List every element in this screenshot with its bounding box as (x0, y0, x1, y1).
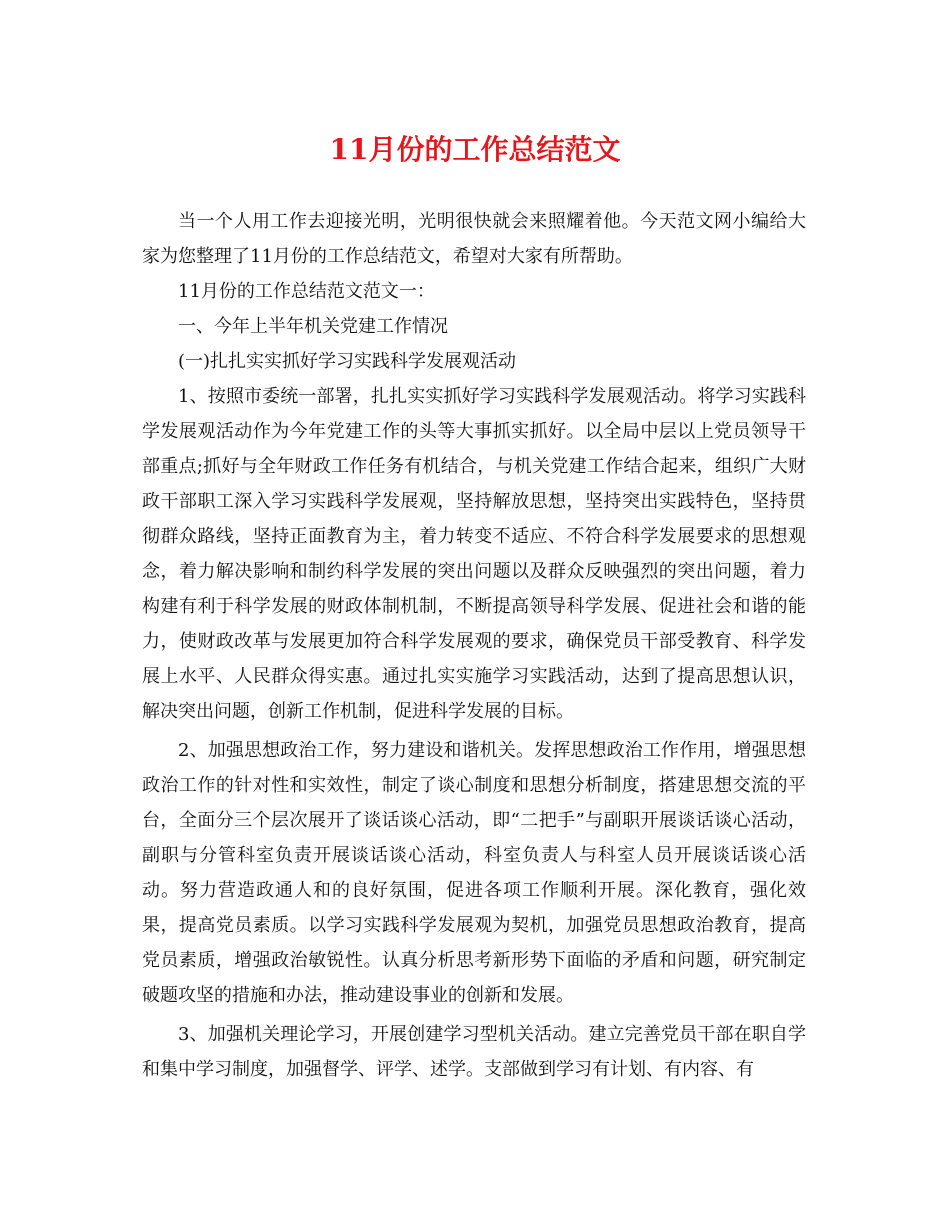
paragraph-item-1: 1、按照市委统一部署，扎扎实实抓好学习实践科学发展观活动。将学习实践科学发展观活动作为今年党建工作的头等大事抓实抓好。以全局中层以上党员领导干部重点;抓好与全年财政工作任务有机结合，与机关党建工作结合起来，组织广大财政干部职工深入学习实践科学发展观，坚持解放思想，坚持突出实践特色，坚持贯彻群众路线，坚持正面教育为主，着力转变不适应、不符合科学发展要求的思想观念，着力解决影响和制约科学发展的突出问题以及群众反映强烈的突出问题，着力构建有利于科学发展的财政体制机制，不断提高领导科学发展、促进社会和谐的能力，使财政改革与发展更加符合科学发展观的要求，确保党员干部受教育、科学发展上水平、人民群众得实惠。通过扎实实施学习实践活动，达到了提高思想认识，解决突出问题，创新工作机制，促进科学发展的目标。 (142, 386, 806, 722)
paragraph-item-3: 3、加强机关理论学习，开展创建学习型机关活动。建立完善党员干部在职自学和集中学习制度，加强督学、评学、述学。支部做到学习有计划、有内容、有 (142, 1024, 806, 1080)
paragraph-item-2: 2、加强思想政治工作，努力建设和谐机关。发挥思想政治工作作用，增强思想政治工作的针对性和实效性，制定了谈心制度和思想分析制度，搭建思想交流的平台，全面分三个层次展开了谈话谈心活动，即“二把手”与副职开展谈话谈心活动，副职与分管科室负责开展谈话谈心活动，科室负责人与科室人员开展谈话谈心活动。努力营造政通人和的良好氛围，促进各项工作顺利开展。深化教育，强化效果，提高党员素质。以学习实践科学发展观为契机，加强党员思想政治教育，提高党员素质，增强政治敏锐性。认真分析思考新形势下面临的矛盾和问题，研究制定破题攻坚的措施和办法，推动建设事业的创新和发展。 (142, 740, 806, 1006)
paragraph-subsection-heading: (一)扎扎实实抓好学习实践科学发展观活动 (178, 351, 517, 372)
paragraph-sample-heading: 11月份的工作总结范文范文一： (178, 281, 435, 302)
document-body (142, 204, 806, 1087)
document-title: 11月份的工作总结范文 (329, 133, 621, 166)
paragraph-intro: 当一个人用工作去迎接光明，光明很快就会来照耀着他。今天范文网小编给大家为您整理了11月份的工作总结范文，希望对大家有所帮助。 (142, 211, 806, 267)
paragraph-section-heading: 一、今年上半年机关党建工作情况 (178, 316, 448, 337)
